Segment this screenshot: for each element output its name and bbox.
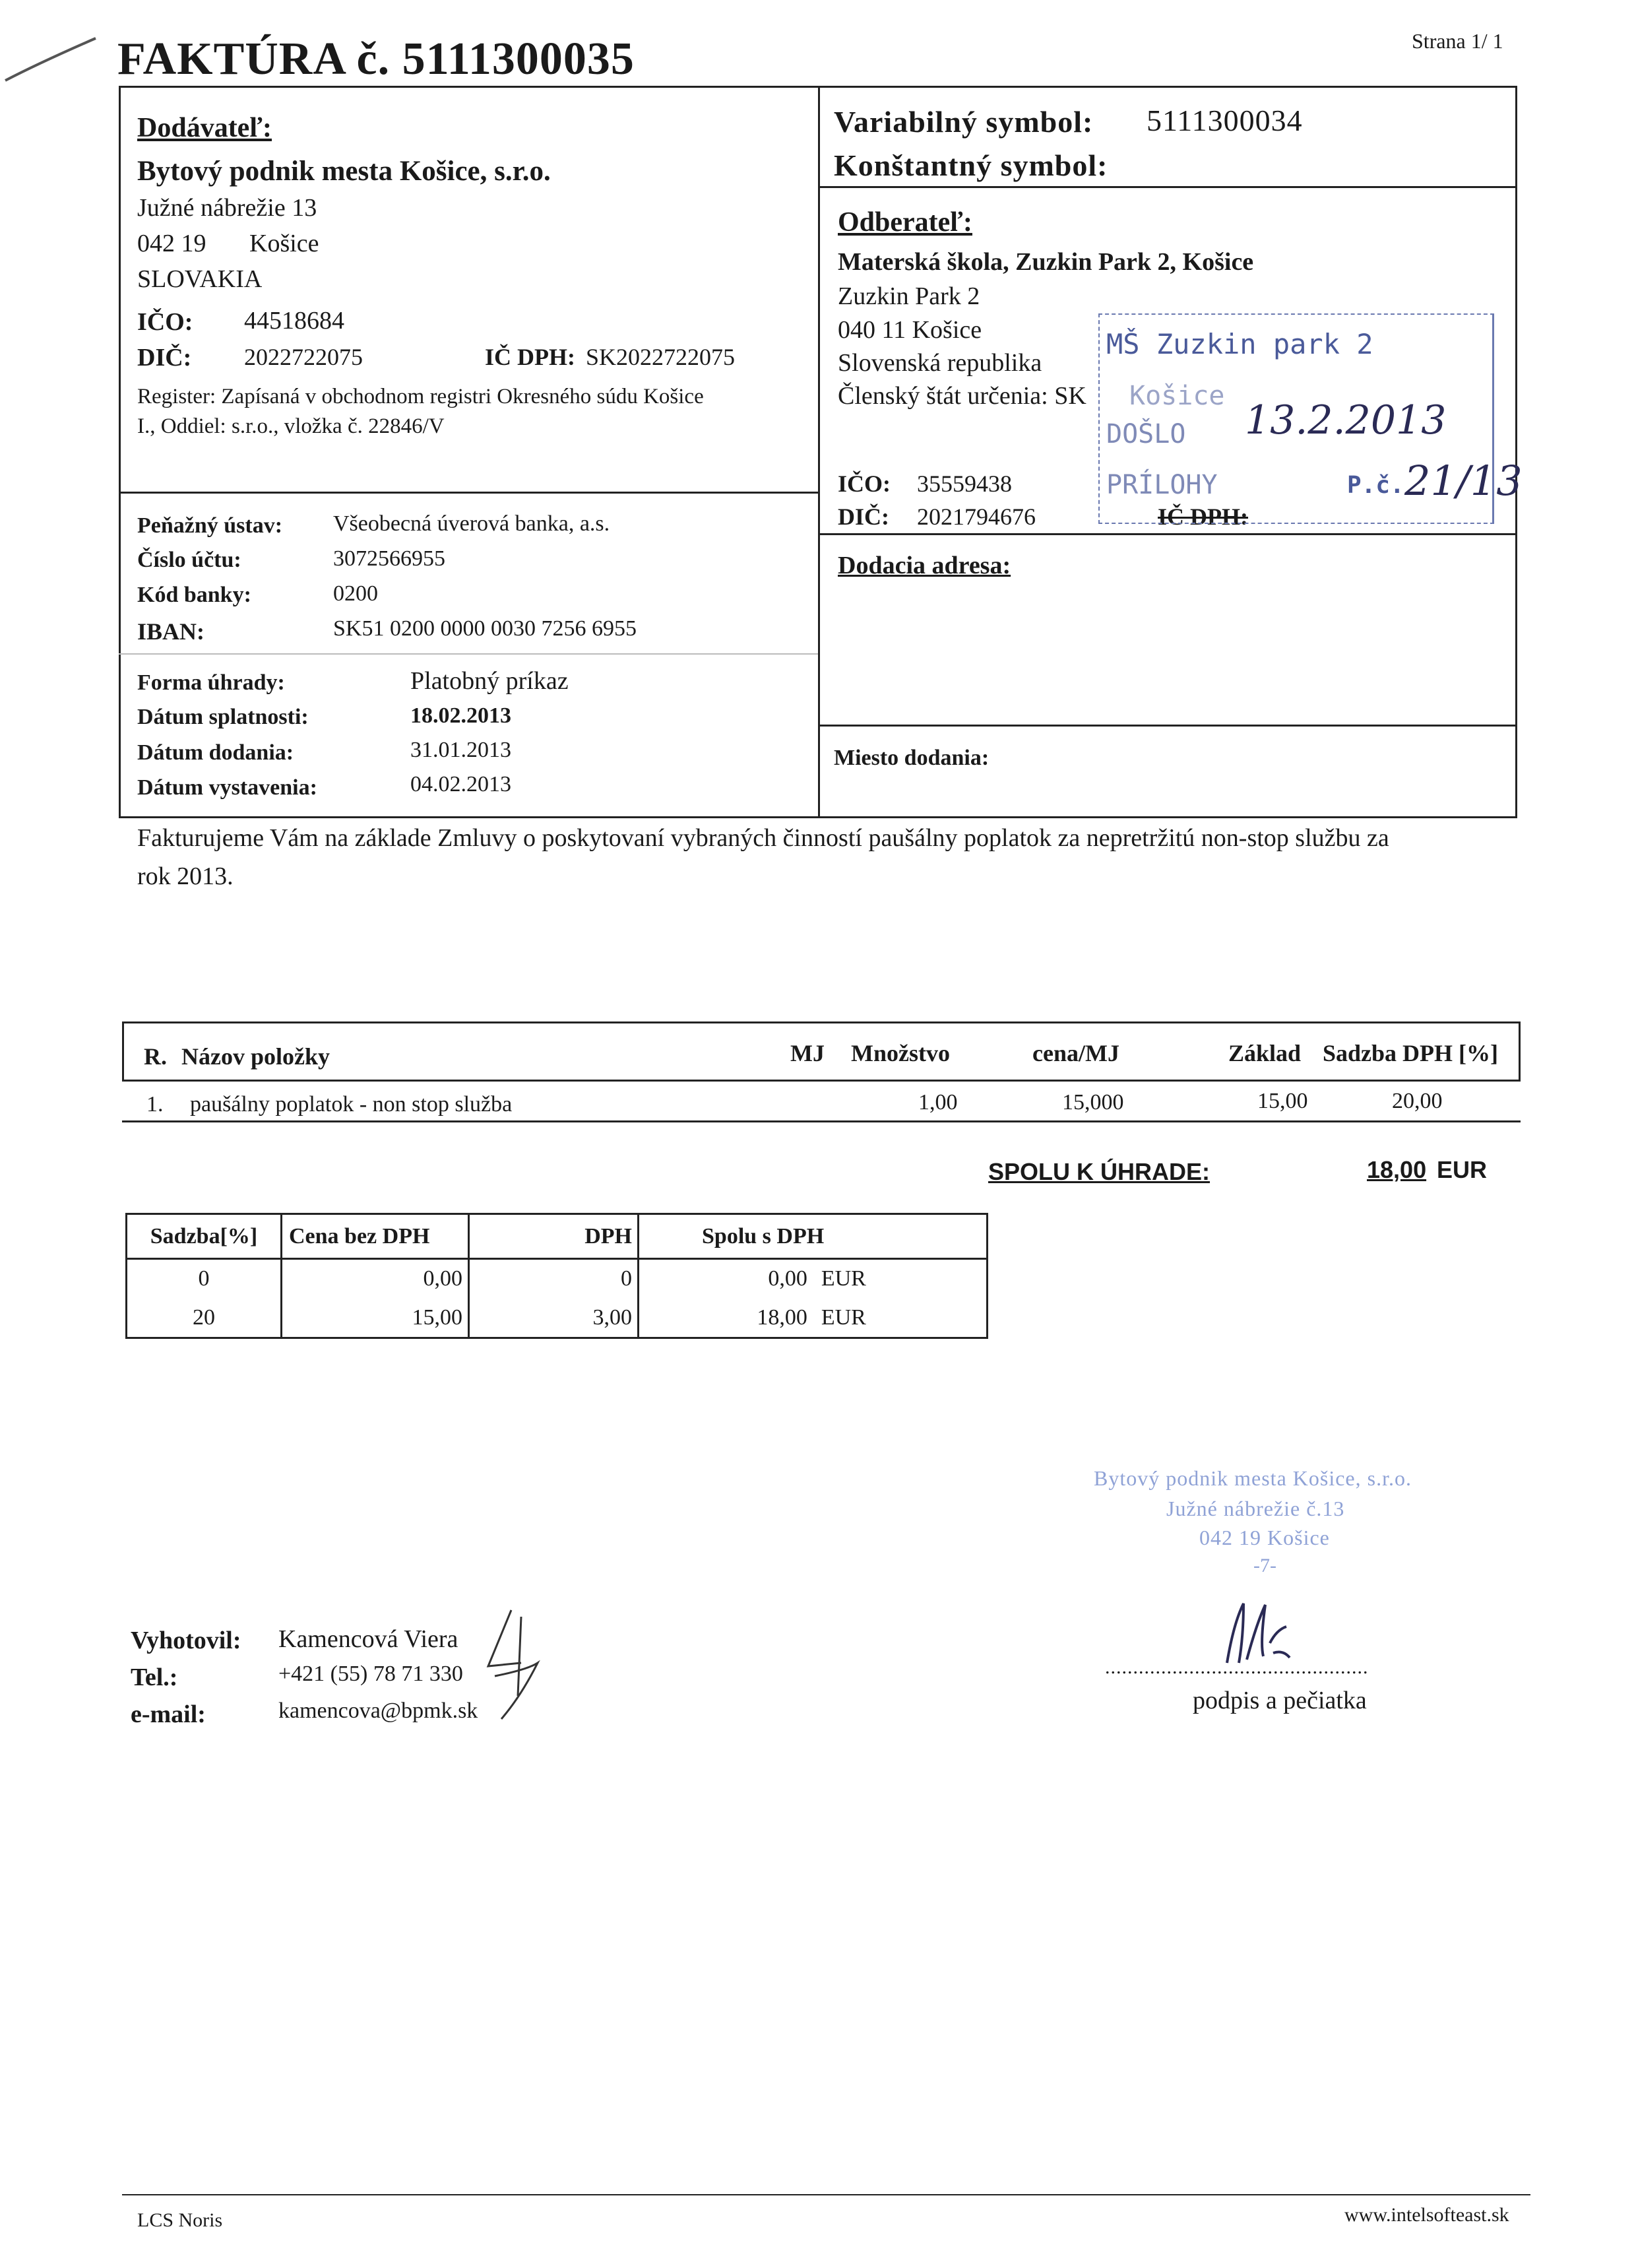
invoice-title: FAKTÚRA č. 5111300035 bbox=[117, 34, 635, 84]
invoice-description-line1: Fakturujeme Vám na základe Zmluvy o poskytovaní vybraných činností paušálny poplatok za nepretržitú non-stop službu za bbox=[137, 824, 1389, 852]
company-stamp-line2: Južné nábrežie č.13 bbox=[1166, 1497, 1345, 1520]
customer-country: Slovenská republika bbox=[838, 349, 1042, 377]
items-header-qty: Množstvo bbox=[851, 1040, 950, 1066]
vat-header-vat: DPH bbox=[469, 1214, 639, 1259]
received-stamp-line3: DOŠLO bbox=[1106, 419, 1186, 449]
issuer-signature-scribble bbox=[475, 1604, 554, 1729]
bank-institution: Všeobecná úverová banka, a.s. bbox=[333, 511, 610, 536]
received-stamp-line2: Košice bbox=[1129, 381, 1225, 411]
bank-code: 0200 bbox=[333, 581, 378, 606]
supplier-street: Južné nábrežie 13 bbox=[137, 194, 317, 222]
invoice-description-line2: rok 2013. bbox=[137, 862, 234, 890]
delivery-date-label: Dátum dodania: bbox=[137, 740, 294, 765]
signature-label: podpis a pečiatka bbox=[1193, 1687, 1367, 1714]
supplier-country: SLOVAKIA bbox=[137, 265, 263, 293]
tel: +421 (55) 78 71 330 bbox=[278, 1662, 463, 1686]
tel-label: Tel.: bbox=[131, 1664, 178, 1691]
variable-symbol-label: Variabilný symbol: bbox=[834, 105, 1094, 139]
pen-stroke-mark bbox=[0, 26, 106, 86]
bank-institution-label: Peňažný ústav: bbox=[137, 513, 283, 538]
vat-row1-net: 15,00 bbox=[282, 1299, 469, 1338]
bank-account-label: Číslo účtu: bbox=[137, 548, 241, 572]
customer-dic: 2021794676 bbox=[917, 503, 1036, 530]
items-header-name: Názov položky bbox=[181, 1043, 330, 1070]
supplier-zip: 042 19 bbox=[137, 230, 206, 257]
right-customer-divider bbox=[818, 533, 1517, 535]
customer-name: Materská škola, Zuzkin Park 2, Košice bbox=[838, 248, 1254, 276]
vat-header-net: Cena bez DPH bbox=[282, 1214, 469, 1259]
supplier-ico: 44518684 bbox=[244, 307, 344, 335]
item-row-qty: 1,00 bbox=[918, 1090, 958, 1115]
items-table-left bbox=[122, 1021, 124, 1081]
total-amount: 18,00 bbox=[1367, 1156, 1427, 1183]
company-stamp-line1: Bytový podnik mesta Košice, s.r.o. bbox=[1094, 1466, 1412, 1490]
email: kamencova@bpmk.sk bbox=[278, 1699, 478, 1723]
item-row-base: 15,00 bbox=[1257, 1089, 1308, 1113]
items-table-bottom bbox=[122, 1120, 1521, 1122]
supplier-dic-label: DIČ: bbox=[137, 344, 192, 372]
page-number: Strana 1/ 1 bbox=[1412, 29, 1503, 53]
vat-row1-vat: 3,00 bbox=[469, 1299, 639, 1338]
constant-symbol-label: Konštantný symbol: bbox=[834, 148, 1108, 182]
customer-dic-label: DIČ: bbox=[838, 503, 889, 530]
vat-header-gross bbox=[639, 1214, 988, 1259]
items-table-right bbox=[1519, 1021, 1521, 1081]
received-stamp-pc-label: P.č. bbox=[1347, 472, 1404, 499]
supplier-heading: Dodávateľ: bbox=[137, 113, 272, 143]
company-stamp-line3: 042 19 Košice bbox=[1199, 1526, 1330, 1549]
vat-row0-currency: EUR bbox=[821, 1259, 988, 1299]
bank-iban-label: IBAN: bbox=[137, 618, 205, 645]
item-row-no: 1. bbox=[146, 1092, 164, 1117]
footer-right: www.intelsofteast.sk bbox=[1344, 2204, 1509, 2226]
items-header-unit: MJ bbox=[790, 1040, 825, 1066]
made-by-label: Vyhotovil: bbox=[131, 1627, 241, 1654]
main-box-right bbox=[1515, 86, 1517, 818]
items-table-header-bottom bbox=[122, 1080, 1521, 1082]
company-stamp-line4: -7- bbox=[1253, 1555, 1276, 1576]
customer-ico-label: IČO: bbox=[838, 470, 891, 497]
variable-symbol-value: 5111300034 bbox=[1147, 104, 1303, 137]
email-label: e-mail: bbox=[131, 1701, 206, 1728]
vat-row1-rate: 20 bbox=[127, 1299, 282, 1338]
issue-date-label: Dátum vystavenia: bbox=[137, 775, 317, 800]
received-stamp bbox=[1098, 313, 1523, 524]
item-row-vat-rate: 20,00 bbox=[1392, 1089, 1443, 1113]
received-stamp-pc-number: 21/13 bbox=[1404, 457, 1523, 505]
vat-header-gross-label: Spolu s DPH bbox=[702, 1223, 825, 1248]
customer-member-state: Členský štát určenia: SK bbox=[838, 382, 1086, 410]
right-symbols-divider bbox=[818, 186, 1517, 188]
delivery-date: 31.01.2013 bbox=[410, 738, 511, 762]
supplier-icdph-label: IČ DPH: bbox=[485, 344, 575, 370]
right-delivery-divider bbox=[818, 725, 1517, 727]
delivery-address-heading: Dodacia adresa: bbox=[838, 552, 1011, 579]
supplier-register-line2: I., Oddiel: s.r.o., vložka č. 22846/V bbox=[137, 414, 445, 438]
customer-icdph-label: IČ DPH: bbox=[1158, 503, 1248, 530]
payment-method: Platobný príkaz bbox=[410, 667, 569, 695]
made-by: Kamencová Viera bbox=[278, 1625, 458, 1653]
received-stamp-line4: PRÍLOHY bbox=[1106, 470, 1218, 500]
vat-row0-vat: 0 bbox=[469, 1259, 639, 1299]
items-header-base: Základ bbox=[1228, 1040, 1302, 1066]
items-header-price: cena/MJ bbox=[1032, 1040, 1119, 1066]
due-date: 18.02.2013 bbox=[410, 703, 511, 728]
main-box-bottom bbox=[119, 816, 1517, 818]
customer-street: Zuzkin Park 2 bbox=[838, 282, 980, 310]
customer-ico: 35559438 bbox=[917, 470, 1012, 497]
items-table-top bbox=[122, 1021, 1521, 1023]
supplier-city: Košice bbox=[249, 230, 319, 257]
vat-row0-rate: 0 bbox=[127, 1259, 282, 1299]
left-inner-divider bbox=[119, 653, 818, 655]
due-date-label: Dátum splatnosti: bbox=[137, 705, 309, 729]
items-header-vat-rate: Sadzba DPH [%] bbox=[1323, 1040, 1499, 1066]
supplier-name: Bytový podnik mesta Košice, s.r.o. bbox=[137, 156, 551, 187]
customer-city: 040 11 Košice bbox=[838, 316, 982, 344]
bank-account: 3072566955 bbox=[333, 546, 445, 571]
vat-row0-gross: 0,00 bbox=[768, 1266, 807, 1291]
payment-method-label: Forma úhrady: bbox=[137, 670, 285, 695]
footer-left: LCS Noris bbox=[137, 2209, 223, 2231]
supplier-register-line1: Register: Zapísaná v obchodnom registri Okresného súdu Košice bbox=[137, 385, 704, 408]
supplier-ico-label: IČO: bbox=[137, 308, 193, 336]
main-box-left bbox=[119, 86, 121, 818]
received-stamp-line1: MŠ Zuzkin park 2 bbox=[1106, 328, 1373, 360]
left-section-divider bbox=[119, 492, 818, 494]
signature-dots: ............................................... bbox=[1105, 1656, 1369, 1678]
vat-row1-gross: 18,00 bbox=[639, 1299, 821, 1338]
items-header-no: R. bbox=[144, 1043, 167, 1070]
footer-line bbox=[122, 2194, 1530, 2195]
vat-row1-currency: EUR bbox=[821, 1299, 988, 1338]
vat-row0-net: 0,00 bbox=[282, 1259, 469, 1299]
supplier-icdph: SK2022722075 bbox=[586, 344, 736, 370]
bank-code-label: Kód banky: bbox=[137, 583, 251, 607]
total-label: SPOLU K ÚHRADE: bbox=[988, 1158, 1211, 1185]
main-box-divider bbox=[818, 86, 820, 818]
vat-header-rate: Sadzba[%] bbox=[127, 1214, 282, 1259]
received-stamp-date: 13.2.2013 bbox=[1245, 397, 1447, 443]
delivery-place-label: Miesto dodania: bbox=[834, 746, 990, 770]
bank-iban: SK51 0200 0000 0030 7256 6955 bbox=[333, 616, 637, 641]
issue-date: 04.02.2013 bbox=[410, 772, 511, 796]
supplier-dic: 2022722075 bbox=[244, 344, 363, 370]
item-row-price: 15,000 bbox=[1062, 1090, 1124, 1115]
total-currency: EUR bbox=[1437, 1156, 1488, 1183]
vat-summary-table bbox=[125, 1213, 988, 1339]
item-row-name: paušálny poplatok - non stop služba bbox=[190, 1092, 513, 1117]
customer-heading: Odberateľ: bbox=[838, 207, 972, 238]
